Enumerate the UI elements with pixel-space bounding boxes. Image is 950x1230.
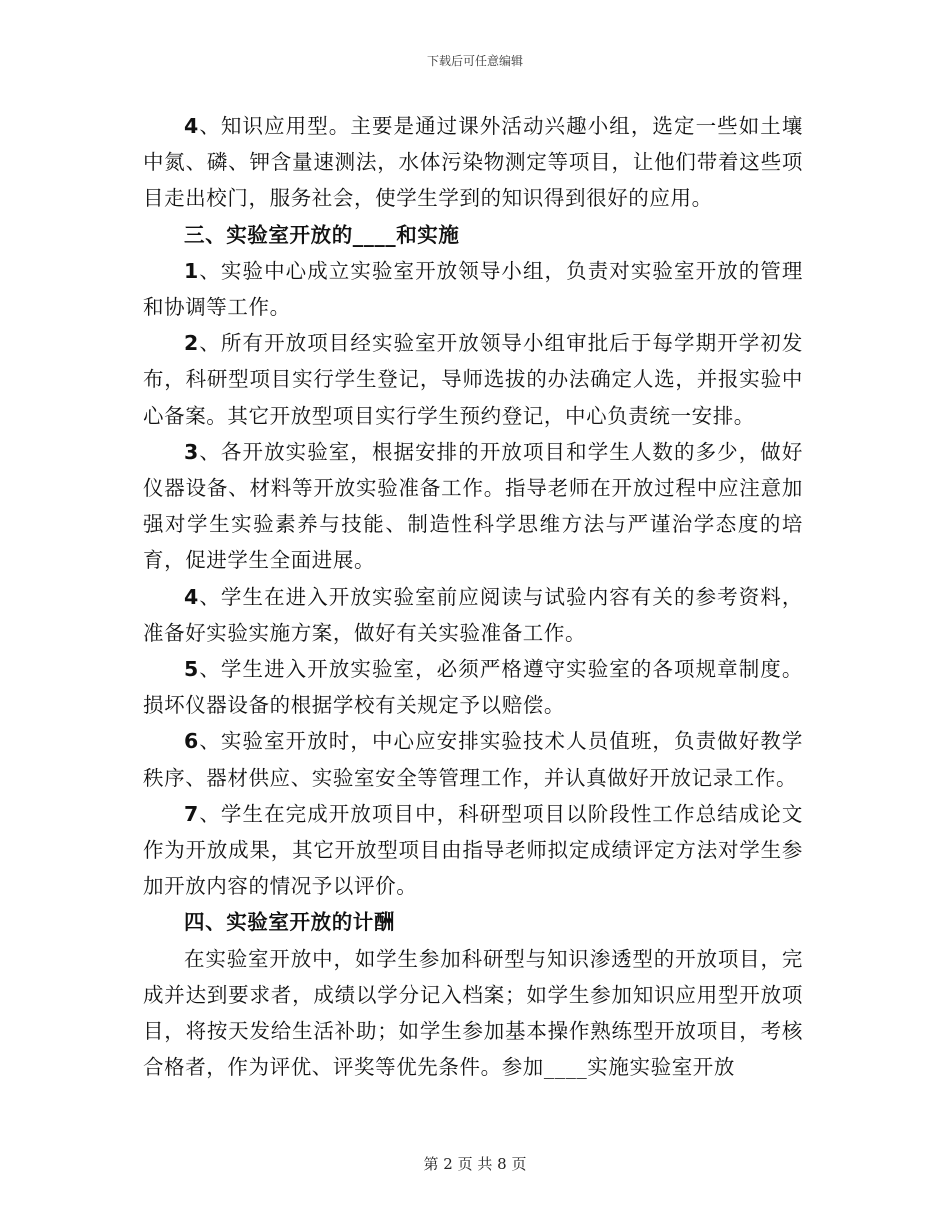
paragraph-item-2 [143,325,803,434]
section-heading-4: 四、实验室开放的计酬 [184,910,395,935]
paragraph-remuneration [143,941,803,1086]
paragraph-text: 、各开放实验室，根据安排的开放项目和学生人数的多少，做好仪器设备、材料等开放实验准备工作。指导老师在开放过程中应注意加强对学生实验素养与技能、制造性科学思维方法与严谨治学态度的培育，促进学生全面进展。 [143,439,803,573]
paragraph-item-6 [143,723,803,795]
item-number: 1 [184,258,199,283]
page-footer: 第 2 页 共 8 页 [423,1155,527,1173]
item-number: 3 [184,439,199,464]
paragraph-knowledge-application [143,108,803,217]
item-number: 5 [184,657,199,682]
paragraph-item-7 [143,796,803,905]
paragraph-item-4 [143,579,803,651]
paragraph-text: 、所有开放项目经实验室开放领导小组审批后于每学期开学初发布，科研型项目实行学生登记，导师选拔的办法确定人选，并报实验中心备案。其它开放型项目实行学生预约登记，中心负责统一安排。 [143,331,803,428]
paragraph-text: 、学生进入开放实验室，必须严格遵守实验室的各项规章制度。损坏仪器设备的根据学校有关规定予以赔偿。 [143,657,803,718]
paragraph-item-5 [143,651,803,723]
section-heading-3: 三、实验室开放的____和实施 [184,222,460,247]
paragraph-text: 、学生在完成开放项目中，科研型项目以阶段性工作总结成论文作为开放成果，其它开放型项目由指导老师拟定成绩评定方法对学生参加开放内容的情况予以评价。 [143,801,803,899]
item-number: 4 [184,114,199,138]
item-number: 7 [184,801,199,826]
item-number: 2 [184,331,199,356]
paragraph-text: 、实验中心成立实验室开放领导小组，负责对实验室开放的管理和协调等工作。 [143,258,803,320]
document-body [143,108,803,1085]
paragraph-text: 在实验室开放中，如学生参加科研型与知识渗透型的开放项目，完成并达到要求者，成绩以学分记入档案；如学生参加知识应用型开放项目，将按天发给生活补助；如学生参加基本操作熟练型开放项目，考核合格者，作为评优、评奖等优先条件。参加____实施实验室开放 [143,946,803,1080]
item-number: 6 [184,729,199,754]
paragraph-item-1 [143,253,803,325]
paragraph-text: 、学生在进入开放实验室前应阅读与试验内容有关的参考资料，准备好实验实施方案，做好有关实验准备工作。 [143,584,803,645]
paragraph-text: 、知识应用型。主要是通过课外活动兴趣小组，选定一些如土壤中氮、磷、钾含量速测法，水体污染物测定等项目，让他们带着这些项目走出校门，服务社会，使学生学到的知识得到很好的应用。 [143,114,803,211]
item-number: 4 [184,584,199,609]
paragraph-item-3 [143,434,803,579]
page-header: 下载后可任意编辑 [426,54,523,68]
paragraph-text: 、实验室开放时，中心应安排实验技术人员值班，负责做好教学秩序、器材供应、实验室安全等管理工作，并认真做好开放记录工作。 [143,729,803,790]
